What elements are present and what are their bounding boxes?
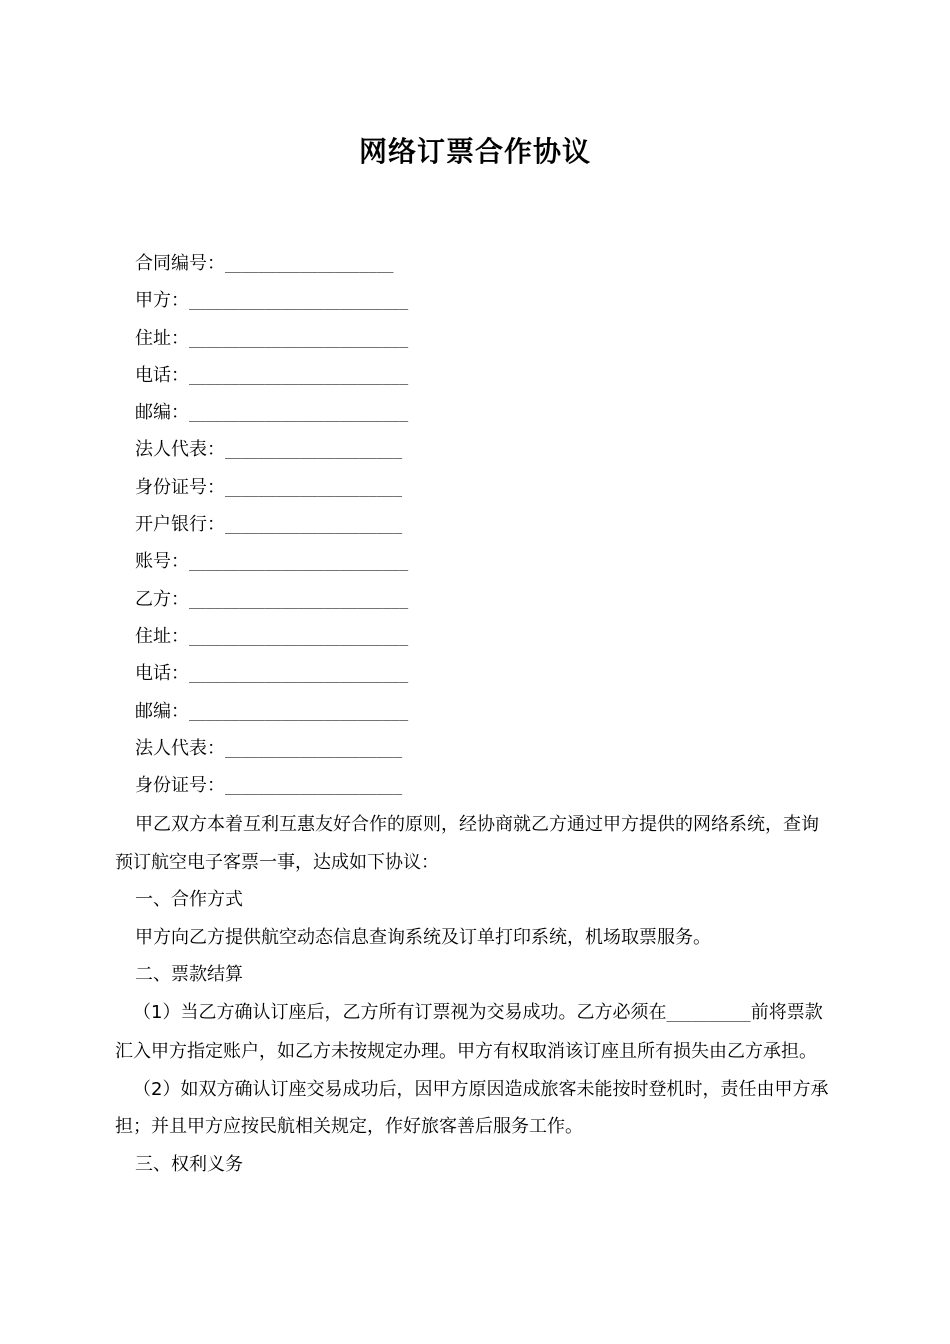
field-label: 合同编号： [135, 253, 225, 274]
field-label: 身份证号： [135, 775, 225, 797]
field-blank: __________________________ [189, 331, 409, 348]
contract-fields [135, 245, 408, 804]
field-party-b-postcode [135, 693, 408, 730]
field-blank: _____________________ [225, 518, 403, 535]
field-party-a-postcode [135, 394, 408, 431]
field-label: 乙方： [135, 588, 189, 610]
field-label: 甲方： [135, 290, 189, 312]
field-blank: __________________________ [189, 704, 409, 721]
settlement-item-1-post: 前将票款汇入甲方指定账户，如乙方未按规定办理。甲方有权取消该订座且所有损失由乙方承担。 [115, 1001, 823, 1062]
field-label: 电话： [135, 663, 189, 685]
section-heading-settlement: 二、票款结算 [135, 964, 243, 985]
field-blank: _____________________ [225, 443, 403, 460]
field-label: 账号： [135, 551, 189, 573]
field-party-b [135, 581, 408, 618]
field-label: 住址： [135, 327, 189, 349]
field-blank: _____________________ [225, 779, 403, 796]
field-label: 电话： [135, 364, 189, 386]
field-blank: _____________________ [225, 741, 403, 758]
field-blank: __________________________ [189, 294, 409, 311]
field-blank: __________________________ [189, 667, 409, 684]
section-heading-cooperation: 一、合作方式 [135, 889, 243, 910]
field-label: 邮编： [135, 700, 189, 722]
field-blank: __________________________ [189, 629, 409, 646]
field-party-b-phone [135, 655, 408, 692]
section-heading-rights: 三、权利义务 [135, 1153, 243, 1175]
field-label: 身份证号： [135, 476, 225, 498]
field-blank: ____________________ [225, 257, 394, 273]
field-label: 法人代表： [135, 439, 225, 461]
section-cooperation-text: 甲方向乙方提供航空动态信息查询系统及订单打印系统，机场取票服务。 [135, 926, 711, 948]
field-blank: __________________________ [189, 592, 409, 609]
field-party-a-legal-rep [135, 431, 408, 468]
field-party-a-bank [135, 506, 408, 543]
intro-paragraph: 甲乙双方本着互利互惠友好合作的原则，经协商就乙方通过甲方提供的网络系统，查询预订航空电子客票一事，达成如下协议： [115, 814, 819, 873]
field-party-a-account [135, 543, 408, 580]
field-blank: __________________________ [189, 368, 409, 385]
field-party-a-id-number [135, 469, 408, 506]
field-party-b-address [135, 618, 408, 655]
field-label: 开户银行： [135, 514, 225, 536]
field-party-a-address [135, 320, 408, 357]
settlement-item-1 [115, 994, 835, 1071]
field-label: 住址： [135, 625, 189, 647]
field-party-a-phone [135, 357, 408, 394]
field-label: 法人代表： [135, 737, 225, 759]
field-contract-number [135, 245, 408, 282]
field-blank: __________________________ [189, 406, 409, 423]
field-party-a [135, 282, 408, 319]
field-label: 邮编： [135, 402, 189, 424]
field-party-b-id-number [135, 767, 408, 804]
field-blank: __________________________ [189, 555, 409, 572]
agreement-body [115, 806, 835, 1183]
document-title: 网络订票合作协议 [358, 135, 591, 168]
settlement-item-2: （2）如双方确认订座交易成功后，因甲方原因造成旅客未能按时登机时，责任由甲方承担；并且甲方应按民航相关规定，作好旅客善后服务工作。 [115, 1078, 829, 1137]
settlement-item-1-pre: （1）当乙方确认订座后，乙方所有订票视为交易成功。乙方必须在 [133, 1001, 667, 1023]
settlement-deadline-blank: __________ [666, 1005, 751, 1022]
field-blank: _____________________ [225, 480, 403, 497]
field-party-b-legal-rep [135, 730, 408, 767]
